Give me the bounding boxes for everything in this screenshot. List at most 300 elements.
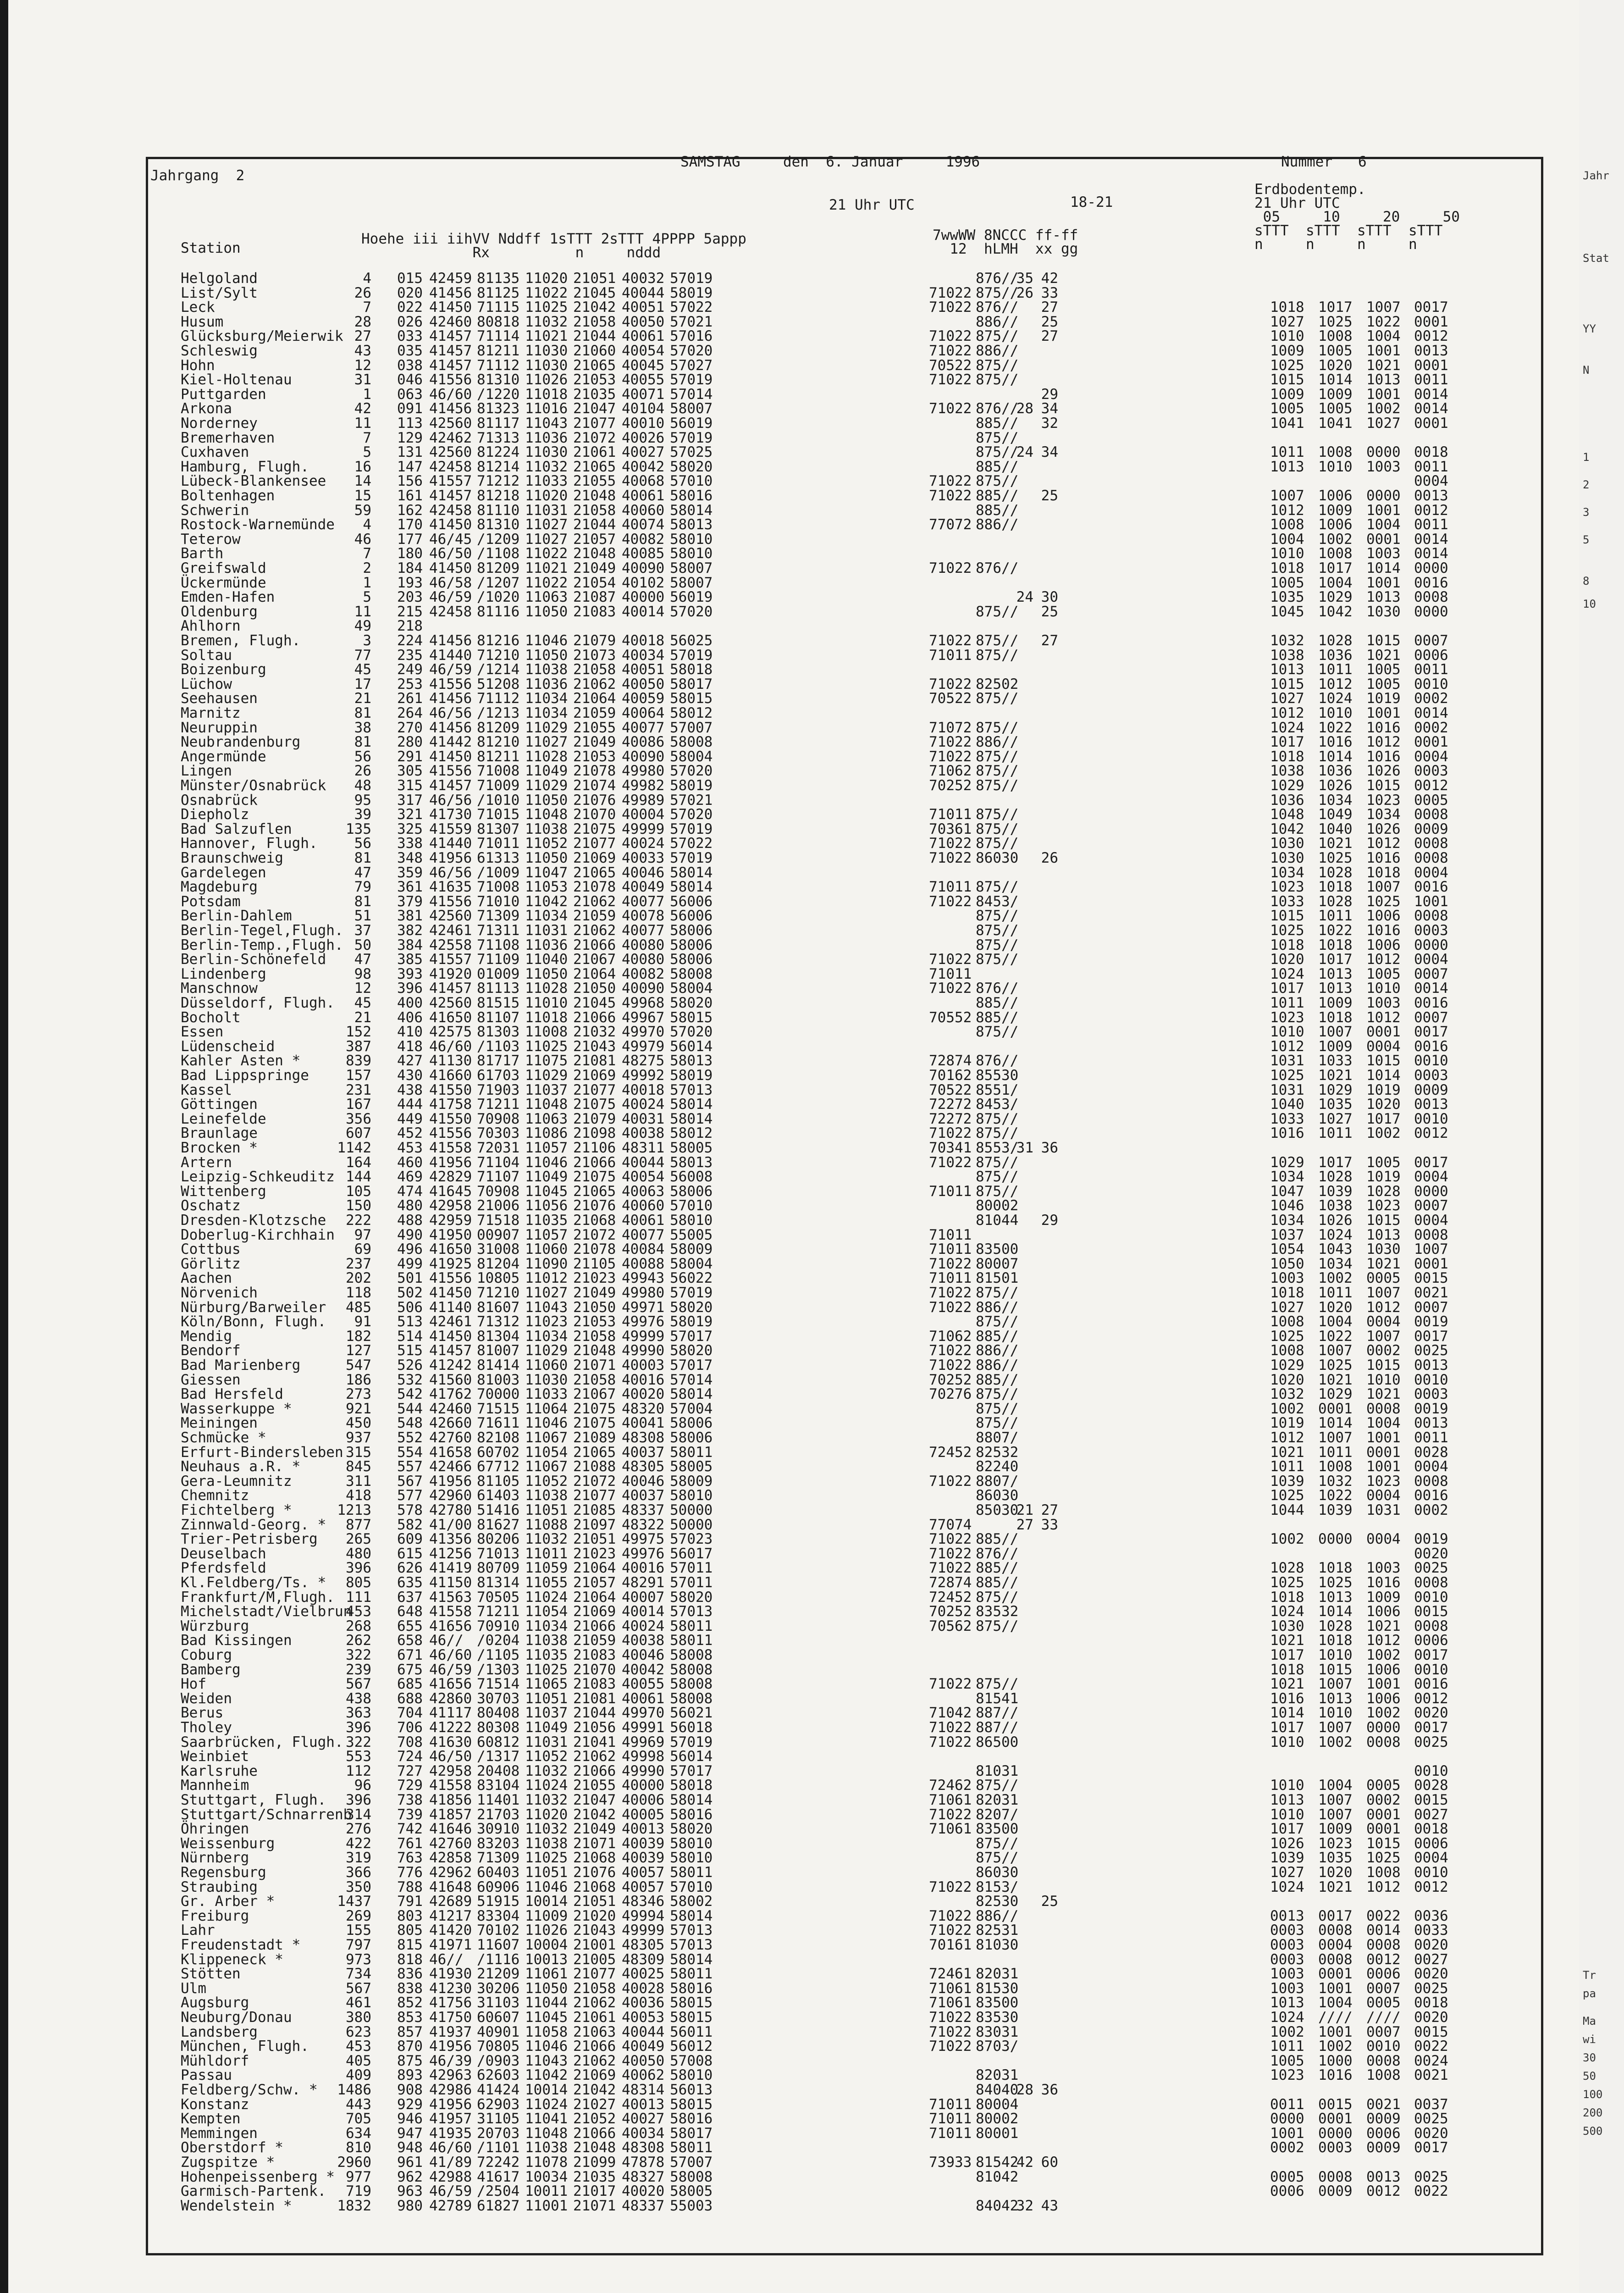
cell-iihvv: 41956: [429, 2096, 472, 2113]
time-main: 21 Uhr UTC: [829, 197, 915, 213]
cell-s1: 11054: [525, 1444, 568, 1461]
cell-t20: 1016: [1366, 850, 1401, 866]
cell-s2: 21079: [573, 632, 616, 649]
cell-station: Mendig: [181, 1328, 232, 1345]
cell-c8: 81042: [976, 2168, 1019, 2185]
cell-t50: 0020: [1414, 1545, 1448, 1562]
cell-a5: 57020: [670, 763, 713, 780]
cell-c8: 875//: [976, 1024, 1019, 1041]
cell-s1: 11048: [525, 1096, 568, 1113]
cell-nddff: 83203: [477, 1835, 520, 1852]
cell-nddff: 40901: [477, 2023, 520, 2040]
cell-iii: 291: [397, 748, 423, 765]
cell-nddff: 51915: [477, 1893, 520, 1910]
cell-p4: 40068: [622, 473, 665, 490]
cell-station: Stötten: [181, 1966, 241, 1983]
cell-p4: 40060: [622, 1197, 665, 1214]
cell-nddff: /1209: [477, 531, 520, 548]
cell-station: Nörvenich: [181, 1285, 258, 1301]
cell-p4: 40033: [622, 850, 665, 866]
cell-station: Angermünde: [181, 748, 266, 765]
cell-c8: 875//: [976, 473, 1019, 490]
cell-s1: 11027: [525, 531, 568, 548]
cell-t50: 0004: [1414, 1169, 1448, 1185]
cell-hoehe: 553: [346, 1748, 371, 1765]
cell-s1: 11086: [525, 1125, 568, 1142]
cell-t05: 1015: [1270, 676, 1304, 692]
cell-a5: 58011: [670, 2139, 713, 2156]
cell-t10: 1017: [1318, 299, 1353, 316]
cell-a5: 56017: [670, 1545, 713, 1562]
cell-a5: 58017: [670, 2125, 713, 2142]
cell-nddff: 67712: [477, 1458, 520, 1475]
cell-t05: 1017: [1270, 734, 1304, 751]
cell-w7: 71022: [929, 328, 972, 345]
cell-a5: 58018: [670, 1777, 713, 1794]
cell-station: Erfurt-Bindersleben: [181, 1444, 343, 1461]
cell-t05: 1010: [1270, 328, 1304, 345]
cell-hoehe: 202: [346, 1270, 371, 1287]
cell-hoehe: 1142: [337, 1140, 371, 1156]
cell-w7: 71022: [929, 1719, 972, 1736]
cell-t50: 0016: [1414, 1676, 1448, 1693]
cell-w7: 70522: [929, 1081, 972, 1098]
cell-w7: 71011: [929, 1183, 972, 1200]
cell-c8: 875//: [976, 748, 1019, 765]
cell-iihvv: 41/89: [429, 2154, 472, 2171]
cell-t05: 1041: [1270, 415, 1304, 432]
cell-p4: 40049: [622, 879, 665, 896]
cell-s1: 11032: [525, 1531, 568, 1548]
cell-nddff: 71211: [477, 1603, 520, 1620]
cell-iii: 818: [397, 1951, 423, 1968]
cell-iii: 480: [397, 1197, 423, 1214]
cell-nddff: 81314: [477, 1574, 520, 1591]
cell-ff2: 27: [1041, 1502, 1058, 1518]
cell-a5: 58019: [670, 777, 713, 794]
cell-iihvv: 41550: [429, 1081, 472, 1098]
cell-station: Nürburg/Barweiler: [181, 1299, 326, 1316]
cell-t05: 1013: [1270, 1792, 1304, 1808]
cell-nddff: 81113: [477, 980, 520, 997]
cell-w7: 70252: [929, 1371, 972, 1388]
cell-nddff: 81607: [477, 1299, 520, 1316]
cell-s1: 11022: [525, 545, 568, 562]
cell-hoehe: 461: [346, 1994, 371, 2011]
cell-nddff: /1213: [477, 705, 520, 721]
cell-hoehe: 135: [346, 820, 371, 837]
cell-p4: 40077: [622, 893, 665, 910]
cell-t10: 1017: [1318, 1154, 1353, 1171]
cell-s1: 11050: [525, 850, 568, 866]
cell-t05: 1016: [1270, 1125, 1304, 1142]
cell-s1: 11046: [525, 1154, 568, 1171]
cell-t05: 1044: [1270, 1502, 1304, 1518]
cell-t50: 0014: [1414, 545, 1448, 562]
cell-iihvv: 46/58: [429, 574, 472, 591]
cell-a5: 58010: [670, 2067, 713, 2084]
cell-t50: 0022: [1414, 2038, 1448, 2055]
cell-c8: 885//: [976, 1574, 1019, 1591]
cell-t20: 1015: [1366, 777, 1401, 794]
cell-s2: 21073: [573, 647, 616, 664]
cell-s1: 11034: [525, 690, 568, 707]
cell-c8: 875//: [976, 328, 1019, 345]
cell-t10: 1041: [1318, 415, 1353, 432]
cell-t05: 1018: [1270, 1589, 1304, 1606]
cell-nddff: 81003: [477, 1371, 520, 1388]
cell-s2: 21059: [573, 1632, 616, 1649]
cell-hoehe: 567: [346, 1676, 371, 1693]
cell-iihvv: 41457: [429, 357, 472, 374]
cell-a5: 58020: [670, 1299, 713, 1316]
cell-t10: 1020: [1318, 1299, 1353, 1316]
cell-s2: 21054: [573, 574, 616, 591]
cell-s2: 21053: [573, 1313, 616, 1330]
cell-t20: 0001: [1366, 1806, 1401, 1823]
cell-w7: 71061: [929, 1980, 972, 1997]
cell-w7: 71022: [929, 400, 972, 417]
cell-t50: 1007: [1414, 1241, 1448, 1258]
cell-t20: 1005: [1366, 1154, 1401, 1171]
cell-c8: 875//: [976, 719, 1019, 736]
cell-a5: 57011: [670, 1560, 713, 1577]
cell-c8: 875//: [976, 1617, 1019, 1634]
cell-a5: 58020: [670, 1821, 713, 1838]
cell-hoehe: 322: [346, 1734, 371, 1750]
cell-p4: 40061: [622, 487, 665, 504]
cell-iii: 264: [397, 705, 423, 721]
cell-t20: 1007: [1366, 1285, 1401, 1301]
cell-a5: 56006: [670, 908, 713, 925]
cell-a5: 58013: [670, 516, 713, 533]
cell-iihvv: 41140: [429, 1299, 472, 1316]
cell-iii: 444: [397, 1096, 423, 1113]
cell-c8: 81530: [976, 1980, 1019, 1997]
cell-hoehe: 977: [346, 2168, 371, 2185]
cell-s2: 21063: [573, 2023, 616, 2040]
cell-hoehe: 50: [354, 936, 371, 953]
cell-hoehe: 396: [346, 1719, 371, 1736]
cell-s2: 21068: [573, 1850, 616, 1867]
cell-p4: 40063: [622, 1183, 665, 1200]
cell-iihvv: 41256: [429, 1545, 472, 1562]
cell-p4: 40074: [622, 516, 665, 533]
cell-t05: 1040: [1270, 1096, 1304, 1113]
cell-hoehe: 405: [346, 2052, 371, 2069]
cell-s1: 11051: [525, 1864, 568, 1881]
cell-nddff: 81627: [477, 1516, 520, 1533]
cell-hoehe: 363: [346, 1705, 371, 1722]
cell-a5: 58020: [670, 1342, 713, 1359]
cell-c8: 885//: [976, 487, 1019, 504]
cell-nddff: /1207: [477, 574, 520, 591]
cell-s2: 21081: [573, 1690, 616, 1707]
cell-s2: 21075: [573, 1169, 616, 1185]
cell-iii: 321: [397, 806, 423, 823]
cell-nddff: /1103: [477, 1038, 520, 1055]
cell-station: Giessen: [181, 1371, 241, 1388]
cell-nddff: 71109: [477, 951, 520, 968]
cell-iii: 499: [397, 1255, 423, 1272]
next-page-label: wi: [1583, 2033, 1596, 2046]
cell-station: Zinnwald-Georg. *: [181, 1516, 326, 1533]
cell-p4: 49970: [622, 1024, 665, 1041]
cell-a5: 57014: [670, 386, 713, 403]
cell-a5: 58014: [670, 879, 713, 896]
cell-station: Schmücke *: [181, 1429, 266, 1446]
cell-hoehe: 276: [346, 1821, 371, 1838]
cell-t50: 0028: [1414, 1444, 1448, 1461]
cell-p4: 40013: [622, 1821, 665, 1838]
cell-p4: 40046: [622, 1473, 665, 1490]
cell-p4: 49989: [622, 792, 665, 809]
next-page-label: 2: [1583, 478, 1590, 491]
cell-s1: 11056: [525, 1197, 568, 1214]
cell-station: Passau: [181, 2067, 232, 2084]
cell-iii: 038: [397, 357, 423, 374]
cell-p4: 40038: [622, 1125, 665, 1142]
cell-w7: 70276: [929, 1386, 972, 1403]
cell-s2: 21065: [573, 458, 616, 475]
cell-t50: 0006: [1414, 647, 1448, 664]
cell-t50: 0008: [1414, 1617, 1448, 1634]
cell-c8: 875//: [976, 284, 1019, 301]
cell-iii: 218: [397, 618, 423, 635]
cell-t10: 0008: [1318, 2168, 1353, 2185]
cell-nddff: 81107: [477, 1009, 520, 1026]
cell-iii: 514: [397, 1328, 423, 1345]
cell-a5: 58008: [670, 1661, 713, 1678]
cell-s2: 21070: [573, 806, 616, 823]
cell-p4: 49980: [622, 1285, 665, 1301]
cell-t05: 1013: [1270, 458, 1304, 475]
cell-t10: 1049: [1318, 806, 1353, 823]
cell-station: Greifswald: [181, 560, 266, 576]
cell-station: Berus: [181, 1705, 224, 1722]
cell-s1: 11020: [525, 270, 568, 287]
cell-iihvv: 41756: [429, 1994, 472, 2011]
cell-iii: 729: [397, 1777, 423, 1794]
cell-t05: 1020: [1270, 1371, 1304, 1388]
cell-w7: 70252: [929, 777, 972, 794]
cell-iihvv: 41650: [429, 1009, 472, 1026]
cell-s1: 11046: [525, 1878, 568, 1895]
cell-p4: 40077: [622, 719, 665, 736]
cell-t05: 1013: [1270, 661, 1304, 678]
cell-iii: 280: [397, 734, 423, 751]
next-page-edge: [1579, 0, 1624, 2293]
cell-a5: 58006: [670, 1183, 713, 1200]
cell-a5: 58012: [670, 1125, 713, 1142]
cell-w7: 71042: [929, 1705, 972, 1722]
cell-s1: 11050: [525, 647, 568, 664]
cell-c8: 8553/: [976, 1140, 1019, 1156]
cell-nddff: 81216: [477, 632, 520, 649]
cell-p4: 49943: [622, 1270, 665, 1287]
cell-iihvv: 46//: [429, 1632, 464, 1649]
cell-t20: 1006: [1366, 1661, 1401, 1678]
cell-t20: 0001: [1366, 1444, 1401, 1461]
cell-iii: 557: [397, 1458, 423, 1475]
cell-p4: 49999: [622, 1328, 665, 1345]
cell-iihvv: 41457: [429, 343, 472, 359]
cell-t05: 1038: [1270, 763, 1304, 780]
cell-w7: 71022: [929, 2038, 972, 2055]
cell-station: Magdeburg: [181, 879, 258, 896]
cell-s2: 21059: [573, 908, 616, 925]
cell-t10: 1008: [1318, 545, 1353, 562]
cell-station: Rostock-Warnemünde: [181, 516, 335, 533]
cell-a5: 58008: [670, 2168, 713, 2185]
cell-c8: 82502: [976, 676, 1019, 692]
col-codes-2: Rx n nddd: [361, 244, 661, 261]
cell-p4: 49994: [622, 1907, 665, 1924]
cell-hoehe: 607: [346, 1125, 371, 1142]
cell-iii: 648: [397, 1603, 423, 1620]
cell-hoehe: 239: [346, 1661, 371, 1678]
cell-a5: 56022: [670, 1270, 713, 1287]
cell-hoehe: 453: [346, 1603, 371, 1620]
cell-t50: 0016: [1414, 574, 1448, 591]
cell-t10: 1010: [1318, 1647, 1353, 1663]
cell-t05: 1011: [1270, 2038, 1304, 2055]
cell-p4: 40061: [622, 328, 665, 345]
cell-iii: 980: [397, 2197, 423, 2214]
cell-nddff: 81414: [477, 1357, 520, 1374]
cell-c8: 875//: [976, 922, 1019, 939]
cell-hoehe: 356: [346, 1110, 371, 1127]
cell-station: Görlitz: [181, 1255, 241, 1272]
cell-station: Braunlage: [181, 1125, 258, 1142]
cell-s2: 21069: [573, 1603, 616, 1620]
cell-station: Hof: [181, 1676, 206, 1693]
cell-a5: 58008: [670, 1647, 713, 1663]
cell-t10: 1007: [1318, 1429, 1353, 1446]
cell-t05: 1024: [1270, 719, 1304, 736]
cell-station: Glücksburg/Meierwik: [181, 328, 343, 345]
cell-nddff: 71903: [477, 1081, 520, 1098]
cell-t10: 0001: [1318, 2110, 1353, 2127]
cell-s1: 11049: [525, 1169, 568, 1185]
cell-t20: 1002: [1366, 1125, 1401, 1142]
cell-s1: 11050: [525, 965, 568, 982]
cell-t05: 1002: [1270, 1531, 1304, 1548]
cell-a5: 58006: [670, 951, 713, 968]
cell-nddff: /1214: [477, 661, 520, 678]
cell-t20: 1002: [1366, 1647, 1401, 1663]
cell-t50: 0013: [1414, 1415, 1448, 1432]
cell-t20: 1021: [1366, 1386, 1401, 1403]
cell-nddff: 10805: [477, 1270, 520, 1287]
cell-iii: 381: [397, 908, 423, 925]
cell-iihvv: 42560: [429, 995, 472, 1011]
cell-s2: 21067: [573, 951, 616, 968]
cell-c8: 885//: [976, 1328, 1019, 1345]
cell-s1: 11057: [525, 1226, 568, 1243]
cell-s2: 21066: [573, 2038, 616, 2055]
cell-c8: 875//: [976, 444, 1019, 461]
cell-a5: 58008: [670, 1676, 713, 1693]
cell-nddff: 80206: [477, 1531, 520, 1548]
cell-p4: 40082: [622, 531, 665, 548]
cell-t10: 1005: [1318, 343, 1353, 359]
cell-w7: 70162: [929, 1067, 972, 1084]
cell-s2: 21064: [573, 965, 616, 982]
cell-t20: 1012: [1366, 734, 1401, 751]
cell-s1: 11064: [525, 1400, 568, 1417]
cell-nddff: 70303: [477, 1125, 520, 1142]
cell-t10: 1011: [1318, 661, 1353, 678]
cell-t20: 0007: [1366, 2023, 1401, 2040]
cell-t50: 0008: [1414, 1226, 1448, 1243]
cell-nddff: 72031: [477, 1140, 520, 1156]
cell-w7: 71022: [929, 951, 972, 968]
cell-t05: 1050: [1270, 1255, 1304, 1272]
cell-s1: 11031: [525, 502, 568, 519]
cell-station: Stuttgart/Schnarrenb: [181, 1806, 352, 1823]
cell-t50: 0002: [1414, 719, 1448, 736]
cell-s1: 11050: [525, 792, 568, 809]
cell-station: Norderney: [181, 415, 258, 432]
cell-iii: 962: [397, 2168, 423, 2185]
cell-hoehe: 443: [346, 2096, 371, 2113]
cell-t05: 1024: [1270, 2009, 1304, 2026]
cell-a5: 56014: [670, 1038, 713, 1055]
cell-t20: 1027: [1366, 415, 1401, 432]
cell-p4: 40061: [622, 1212, 665, 1229]
cell-s2: 21072: [573, 1473, 616, 1490]
cell-t05: 1027: [1270, 1864, 1304, 1881]
cell-s1: 11057: [525, 1140, 568, 1156]
cell-nddff: 21006: [477, 1197, 520, 1214]
cell-iihvv: 41660: [429, 1067, 472, 1084]
cell-iii: 852: [397, 1994, 423, 2011]
cell-nddff: 31008: [477, 1241, 520, 1258]
cell-iii: 708: [397, 1734, 423, 1750]
cell-iii: 805: [397, 1922, 423, 1939]
cell-t05: 1011: [1270, 1458, 1304, 1475]
cell-nddff: 00907: [477, 1226, 520, 1243]
cell-nddff: 71008: [477, 763, 520, 780]
cell-iii: 685: [397, 1676, 423, 1693]
cell-a5: 57011: [670, 1574, 713, 1591]
cell-p4: 49992: [622, 1067, 665, 1084]
cell-t50: 0003: [1414, 763, 1448, 780]
cell-t05: 0000: [1270, 2110, 1304, 2127]
cell-s1: 11036: [525, 429, 568, 446]
cell-p4: 40020: [622, 2183, 665, 2200]
cell-s2: 21049: [573, 734, 616, 751]
cell-p4: 40000: [622, 1777, 665, 1794]
cell-p4: 40061: [622, 1690, 665, 1707]
cell-hoehe: 155: [346, 1922, 371, 1939]
cell-s1: 10013: [525, 1951, 568, 1968]
cell-hoehe: 127: [346, 1342, 371, 1359]
cell-iii: 501: [397, 1270, 423, 1287]
cell-station: Kiel-Holtenau: [181, 371, 292, 388]
next-page-label: 100: [1583, 2088, 1603, 2101]
cell-station: Braunschweig: [181, 850, 283, 866]
cell-a5: 58014: [670, 1907, 713, 1924]
cell-station: Barth: [181, 545, 224, 562]
cell-w7: 72452: [929, 1589, 972, 1606]
cell-s2: 21055: [573, 719, 616, 736]
cell-s2: 21077: [573, 1487, 616, 1504]
cell-hoehe: 937: [346, 1429, 371, 1446]
cell-t20: 1016: [1366, 719, 1401, 736]
cell-t50: 0001: [1414, 1255, 1448, 1272]
